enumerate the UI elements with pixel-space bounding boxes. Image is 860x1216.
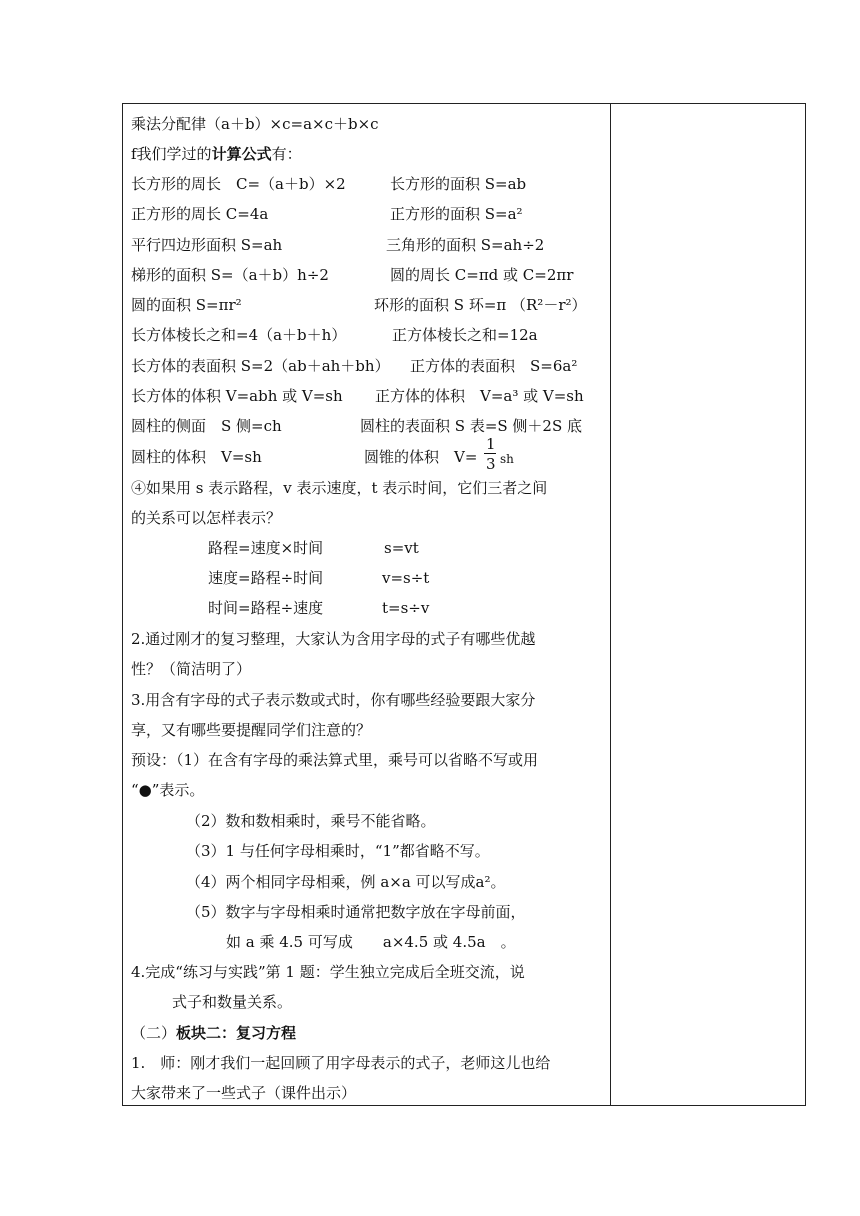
cone-volume-prefix: 圆锥的体积 V=: [364, 448, 478, 466]
column-divider: [610, 103, 611, 1106]
teacher-line1: 1. 师：刚才我们一起回顾了用字母表示的式子，老师这儿也给: [131, 1054, 551, 1072]
section2-prefix: （二）: [131, 1024, 177, 1042]
point4-line1: 4.完成“练习与实践”第 1 题：学生独立完成后全班交流，说: [131, 963, 525, 981]
formula-rect-perimeter: 长方形的周长 C=（a＋b）×2: [131, 175, 346, 193]
formula-intro-line: [131, 144, 302, 164]
formula-rect-area: 长方形的面积 S=ab: [390, 175, 527, 193]
point3-line2: 享，又有哪些要提醒同学们注意的？: [131, 721, 372, 739]
question4-line2: 的关系可以怎样表示？: [131, 509, 282, 527]
formula-cube-edges: 正方体棱长之和=12a: [392, 326, 538, 344]
formula-cuboid-edges: 长方体棱长之和=4（a＋b＋h）: [131, 326, 347, 344]
preset-item5-example: 如 a 乘 4.5 可写成 a×4.5 或 4.5a 。: [226, 933, 516, 951]
formula-parallelogram-area: 平行四边形面积 S=ah: [131, 236, 283, 254]
cone-volume-suffix: sh: [500, 452, 514, 466]
formula-annulus-area: 环形的面积 S 环=π （R²－r²）: [374, 296, 587, 314]
intro-bold: 计算公式: [211, 145, 272, 163]
formula-cuboid-surface: 长方体的表面积 S=2（ab＋ah＋bh）: [131, 357, 390, 375]
formula-cylinder-lateral: 圆柱的侧面 S 侧=ch: [131, 417, 282, 435]
formula-trapezoid-area: 梯形的面积 S=（a＋b）h÷2: [131, 266, 329, 284]
fraction-bar: [484, 453, 496, 454]
distributive-law-line: 乘法分配律（a＋b）×c=a×c＋b×c: [131, 115, 379, 133]
time-word-formula: 时间=路程÷速度: [208, 599, 324, 617]
formula-cone-volume: [364, 447, 477, 467]
speed-word-formula: 速度=路程÷时间: [208, 569, 324, 587]
intro-prefix: f我们学过的: [131, 145, 212, 163]
point2-line2: 性？（简洁明了）: [131, 660, 252, 678]
formula-triangle-area: 三角形的面积 S=ah÷2: [386, 236, 545, 254]
preset-item5: （5）数字与字母相乘时通常把数字放在字母前面，: [186, 903, 526, 921]
point2-line1: 2.通过刚才的复习整理，大家认为含用字母的式子有哪些优越: [131, 630, 536, 648]
formula-cylinder-surface: 圆柱的表面积 S 表=S 侧＋2S 底: [360, 417, 583, 435]
preset-item4: （4）两个相同字母相乘，例 a×a 可以写成a²。: [186, 873, 506, 891]
preset-item3: （3）1 与任何字母相乘时，“1”都省略不写。: [186, 842, 490, 860]
formula-circle-area: 圆的面积 S=πr²: [131, 296, 242, 314]
formula-cuboid-volume: 长方体的体积 V=abh 或 V=sh: [131, 387, 343, 405]
point3-line1: 3.用含有字母的式子表示数或式时，你有哪些经验要跟大家分: [131, 691, 536, 709]
formula-cube-surface: 正方体的表面积 S=6a²: [410, 357, 578, 375]
formula-square-area: 正方形的面积 S=a²: [390, 205, 523, 223]
distance-letter-formula: s=vt: [384, 539, 419, 557]
intro-suffix: 有：: [271, 145, 302, 163]
question4-line1: ④如果用 s 表示路程，v 表示速度，t 表示时间，它们三者之间: [131, 479, 548, 497]
fraction-denominator: 3: [486, 455, 496, 473]
teacher-line2: 大家带来了一些式子（课件出示）: [131, 1084, 357, 1102]
distance-word-formula: 路程=速度×时间: [208, 539, 324, 557]
preset-line1: 预设：（1）在含有字母的乘法算式里，乘号可以省略不写或用: [131, 751, 539, 769]
speed-letter-formula: v=s÷t: [382, 569, 430, 587]
formula-cube-volume: 正方体的体积 V=a³ 或 V=sh: [375, 387, 584, 405]
section2-title: 板块二：复习方程: [176, 1024, 297, 1042]
fraction-numerator: 1: [486, 435, 496, 453]
section2-heading: [131, 1023, 296, 1043]
formula-square-perimeter: 正方形的周长 C=4a: [131, 205, 269, 223]
preset-item2: （2）数和数相乘时，乘号不能省略。: [186, 812, 436, 830]
point4-line2: 式子和数量关系。: [172, 993, 293, 1011]
time-letter-formula: t=s÷v: [382, 599, 430, 617]
formula-cylinder-volume: 圆柱的体积 V=sh: [131, 448, 262, 466]
formula-circle-circumference: 圆的周长 C=πd 或 C=2πr: [390, 266, 574, 284]
preset-line2: “●”表示。: [131, 781, 205, 799]
